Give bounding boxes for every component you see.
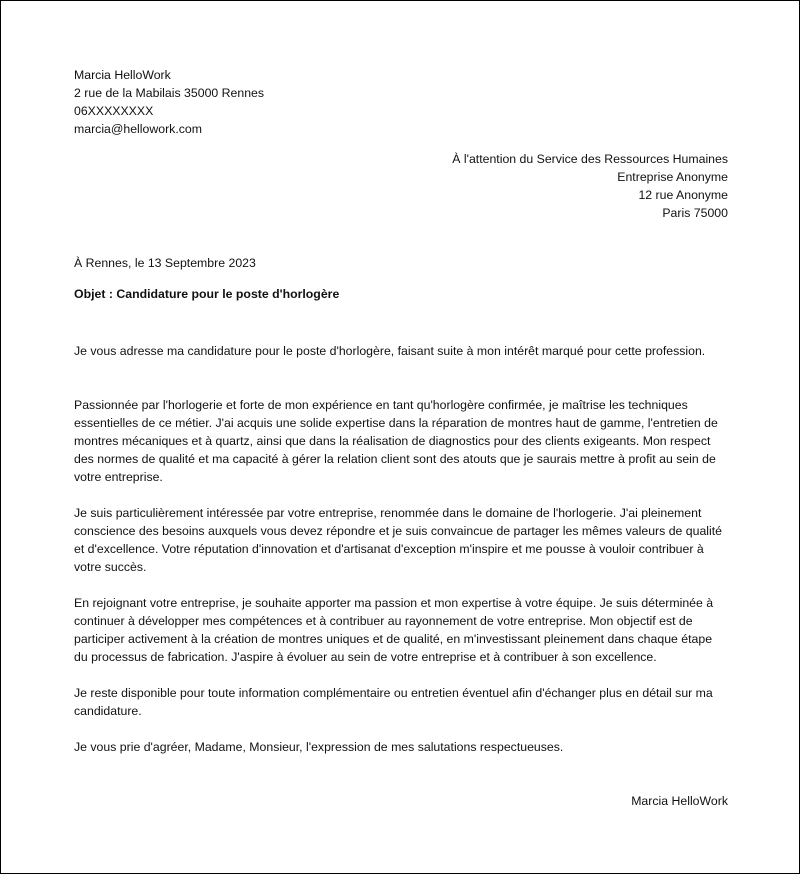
signature: Marcia HelloWork: [631, 794, 728, 808]
paragraph-experience: Passionnée par l'horlogerie et forte de mon expérience en tant qu'horlogère confirmée, je maîtrise les techniques essentielles de ce métier. J'ai acquis une solide expertise dans la réparation de montres haut de gamme, l'entretien de montres mécaniques et à quartz, ainsi que dans la réalisation de diagnostics pour des clients exigeants. Mon respect des normes de qualité et ma capacité à gérer la relation client sont des atouts que je saurais mettre à profit au sein de votre entreprise.: [74, 398, 718, 484]
recipient-attention: À l'attention du Service des Ressources Humaines: [452, 152, 728, 166]
sender-block: [74, 66, 728, 138]
recipient-street: 12 rue Anonyme: [638, 188, 728, 202]
paragraph-company: Je suis particulièrement intéressée par votre entreprise, renommée dans le domaine de l'horlogerie. J'ai pleinement conscience des besoins auxquels vous devez répondre et je suis convaincue de partager les mêmes valeurs de qualité et d'excellence. Votre réputation d'innovation et d'artisanat d'exception m'inspire et me pousse à vouloir contribuer à votre succès.: [74, 506, 723, 574]
date-line: À Rennes, le 13 Septembre 2023: [74, 256, 256, 270]
sender-email: marcia@hellowork.com: [74, 122, 202, 136]
recipient-city: Paris 75000: [662, 206, 728, 220]
recipient-block: [74, 150, 728, 222]
paragraph-intro: Je vous adresse ma candidature pour le poste d'horlogère, faisant suite à mon intérêt marqué pour cette profession.: [74, 344, 706, 358]
paragraph-goals: En rejoignant votre entreprise, je souhaite apporter ma passion et mon expertise à votre équipe. Je suis déterminée à continuer à développer mes compétences et à contribuer au rayonnement de votre entreprise. Mon objectif est de participer activement à la création de montres uniques et de qualité, en m'investissant pleinement dans chaque étape du processus de fabrication. J'aspire à évoluer au sein de votre entreprise et à contribuer à son excellence.: [74, 596, 714, 664]
subject-line: Objet : Candidature pour le poste d'horlogère: [74, 287, 340, 301]
paragraph-closing: Je vous prie d'agréer, Madame, Monsieur, l'expression de mes salutations respectueuses.: [74, 740, 564, 754]
sender-phone: 06XXXXXXXX: [74, 104, 154, 118]
recipient-company: Entreprise Anonyme: [617, 170, 728, 184]
sender-address: 2 rue de la Mabilais 35000 Rennes: [74, 86, 265, 100]
sender-name: Marcia HelloWork: [74, 68, 171, 82]
paragraph-availability: Je reste disponible pour toute information complémentaire ou entretien éventuel afin d'échanger plus en détail sur ma candidature.: [74, 686, 713, 718]
